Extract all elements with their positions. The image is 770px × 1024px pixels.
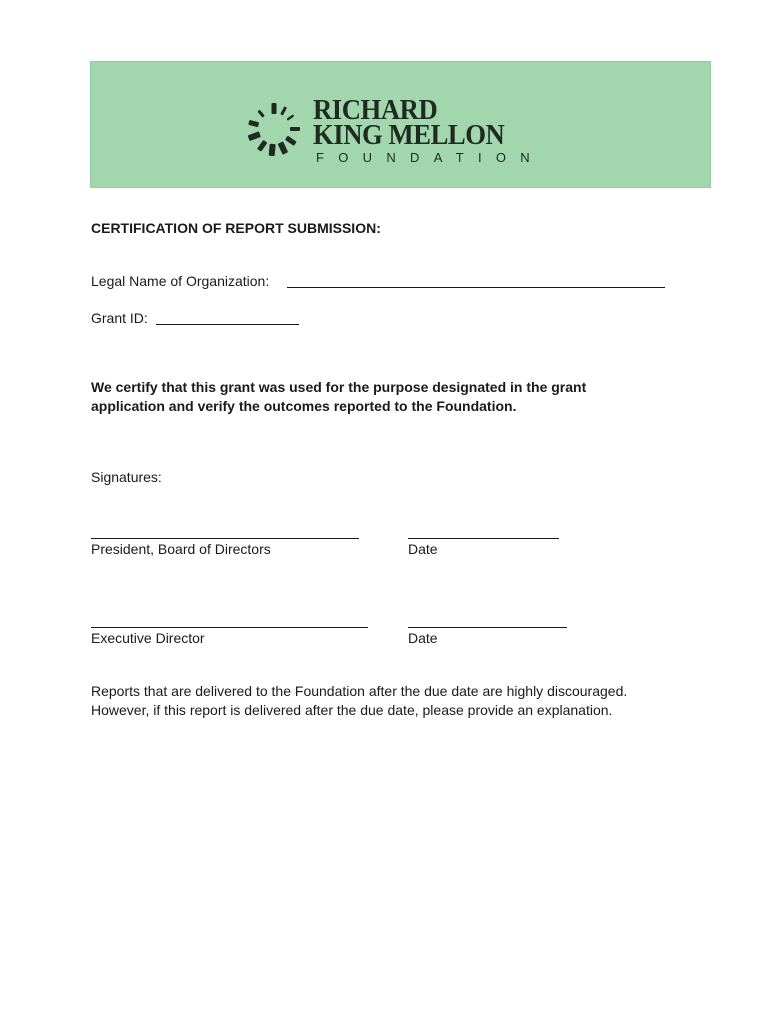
president-signature-line[interactable] [91, 538, 359, 539]
footer-line-1: Reports that are delivered to the Foundation after the due date are highly discouraged. [91, 683, 628, 699]
president-date-line[interactable] [408, 538, 559, 539]
president-label: President, Board of Directors [91, 541, 271, 557]
form-heading: CERTIFICATION OF REPORT SUBMISSION: [91, 220, 381, 236]
foundation-logo [246, 94, 546, 165]
executive-date-label: Date [408, 630, 438, 646]
certification-line-2: application and verify the outcomes reported to the Foundation. [91, 398, 517, 414]
org-name-label: Legal Name of Organization: [91, 273, 270, 289]
executive-date-line[interactable] [408, 627, 567, 628]
org-name-field[interactable] [287, 287, 665, 288]
executive-signature-line[interactable] [91, 627, 368, 628]
logo-line-richard: RICHARD [313, 94, 438, 126]
executive-label: Executive Director [91, 630, 205, 646]
logo-line-foundation: FOUNDATION [316, 150, 544, 165]
grant-id-label: Grant ID: [91, 310, 148, 326]
signatures-heading: Signatures: [91, 469, 162, 485]
grant-id-field[interactable] [156, 324, 299, 325]
logo-line-king-mellon: KING MELLON [313, 119, 505, 151]
certification-line-1: We certify that this grant was used for the purpose designated in the grant [91, 379, 587, 395]
sunburst-logo-icon [246, 101, 302, 157]
footer-line-2: However, if this report is delivered after the due date, please provide an explanation. [91, 702, 613, 718]
president-date-label: Date [408, 541, 438, 557]
header-banner [90, 61, 711, 188]
